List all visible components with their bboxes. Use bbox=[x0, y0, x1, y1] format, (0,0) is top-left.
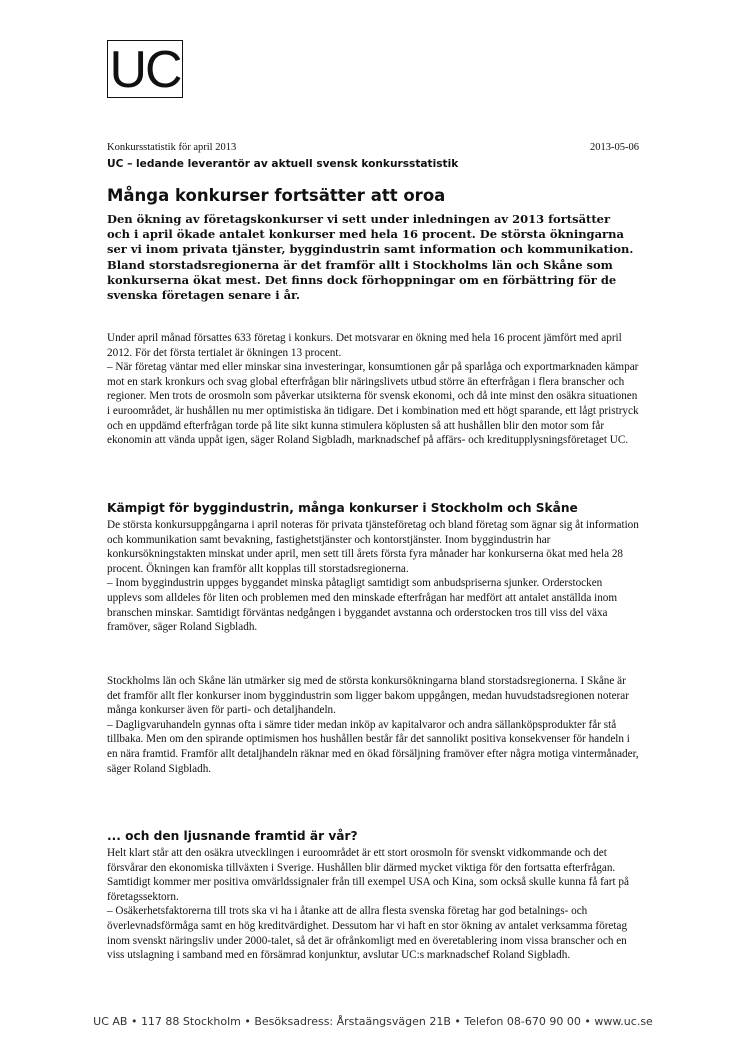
document-date: 2013-05-06 bbox=[590, 142, 639, 153]
document-meta bbox=[107, 142, 639, 153]
section-heading-future: ... och den ljusnande framtid är vår? bbox=[107, 829, 358, 843]
document-label: Konkursstatistik för april 2013 bbox=[107, 142, 237, 153]
section1-block1 bbox=[107, 518, 639, 635]
intro-paragraph: Under april månad försattes 633 företag i konkurs. Det motsvarar en ökning med hela 16 procent jämfört med april 2012. För det första tertialet är ökningen 13 procent. bbox=[107, 332, 622, 359]
section1-retail-quote: – Dagligvaruhandeln gynnas ofta i sämre tider medan inköp av kapitalvaror och andra sällanköpsprodukter får stå tillbaka. Men om den spirande optimismen hos hushållen består får det sannolikt positiva konsekvenser för handeln i en nära framtid. Framför allt detaljhandeln räknar med en ökad försäljning framöver efter några motiga vintermånader, säger Roland Sigbladh. bbox=[107, 718, 639, 775]
uc-logo-text: UC bbox=[109, 41, 181, 99]
section1-paragraph: De största konkursuppgångarna i april noteras för privata tjänsteföretag och bland företag som ägnar sig åt information och kommunikation samt bevakning, fastighetstjänster och kontorstjänster. Inom byggindustrin har konkursökningstakten minskat under april, men sett till årets första fyra månader har konkurserna ökat med hela 28 procent. Ökningen kan framför allt kopplas till storstadsregionerna. bbox=[107, 519, 639, 575]
uc-logo bbox=[107, 40, 183, 98]
article-title: Många konkurser fortsätter att oroa bbox=[107, 186, 446, 205]
section2-block bbox=[107, 846, 639, 963]
intro-quote: – När företag väntar med eller minskar sina investeringar, konsumtionen går på sparlåga och exportmarknaden kämpar mot en stark kronkurs och svag global efterfrågan blir näringslivets utbud större än efterfrågan i flera branscher och regioner. Men trots de orosmoln som påverkar utsikterna för svensk ekonomi, och då inte minst den osäkra situationen i euroområdet, är hushållen nu mer optimistiska än tidigare. Det i kombination med ett högt sparande, ett lågt pristryck och en uppdämd efterfrågan torde på lite sikt kunna stimulera köplusten så att hushållen blir den motor som får ekonomin att vända uppåt igen, säger Roland Sigbladh, marknadschef på affärs- och kreditupplysningsföretaget UC. bbox=[107, 361, 639, 447]
section1-regions-paragraph: Stockholms län och Skåne län utmärker sig med de största konkursökningarna bland storstadsregionerna. I Skåne är det framför allt fler konkurser inom byggindustrin som ligger bakom uppgången, medan huvudstadsregionen noterar många konkurser även för parti- och detaljhandeln. bbox=[107, 675, 629, 717]
section1-quote: – Inom byggindustrin uppges byggandet minska påtagligt samtidigt som anbudspriserna sjunker. Orderstocken upplevs som alldeles för liten och problemen med den minskade efterfrågan har medfört att antalet anställda inom branschen minskar. Samtidigt förväntas nedgången i byggandet avstanna och orderstocken tros till viss del växa framöver, säger Roland Sigbladh. bbox=[107, 577, 618, 634]
section2-paragraph: Helt klart står att den osäkra utvecklingen i euroområdet är ett stort orosmoln för svenskt vidkommande och det försvårar den ekonomiska tillväxten i Sverige. Hushållen blir därmed mycket viktiga för den fortsatta efterfrågan. Samtidigt kommer mer positiva omvärldssignaler från till exempel USA och Kina, som också skulle kunna få fart på företagssektorn. bbox=[107, 847, 629, 903]
intro-section bbox=[107, 331, 639, 448]
section2-quote: – Osäkerhetsfaktorerna till trots ska vi ha i åtanke att de allra flesta svenska företag har god betalnings- och överlevnadsförmåga samt en hög kreditvärdighet. Dessutom har vi haft en stor ökning av antalet verksamma företag inom svenskt näringsliv under 2000-talet, så det är ofrånkomligt med en överetablering inom vissa branscher och en viss utslagning i samband med en försämrad konjunktur, avslutar UC:s marknadschef Roland Sigbladh. bbox=[107, 905, 628, 962]
tagline: UC – ledande leverantör av aktuell svensk konkursstatistik bbox=[107, 158, 459, 170]
page-footer: UC AB • 117 88 Stockholm • Besöksadress: Årstaängsvägen 21B • Telefon 08-670 90 00 • www.uc.se bbox=[93, 1015, 653, 1028]
section-heading-construction: Kämpigt för byggindustrin, många konkurser i Stockholm och Skåne bbox=[107, 501, 578, 515]
section1-block2 bbox=[107, 674, 639, 776]
article-lead: Den ökning av företagskonkurser vi sett under inledningen av 2013 fortsätter och i april ökade antalet konkurser med hela 16 procent. De största ökningarna ser vi inom privata tjänster, byggindustrin samt information och kommunikation. Bland storstadsregionerna är det framför allt i Stockholms län och Skåne som konkurserna ökat mest. Det finns dock förhoppningar om en förbättring för de svenska företagen senare i år. bbox=[107, 212, 634, 303]
